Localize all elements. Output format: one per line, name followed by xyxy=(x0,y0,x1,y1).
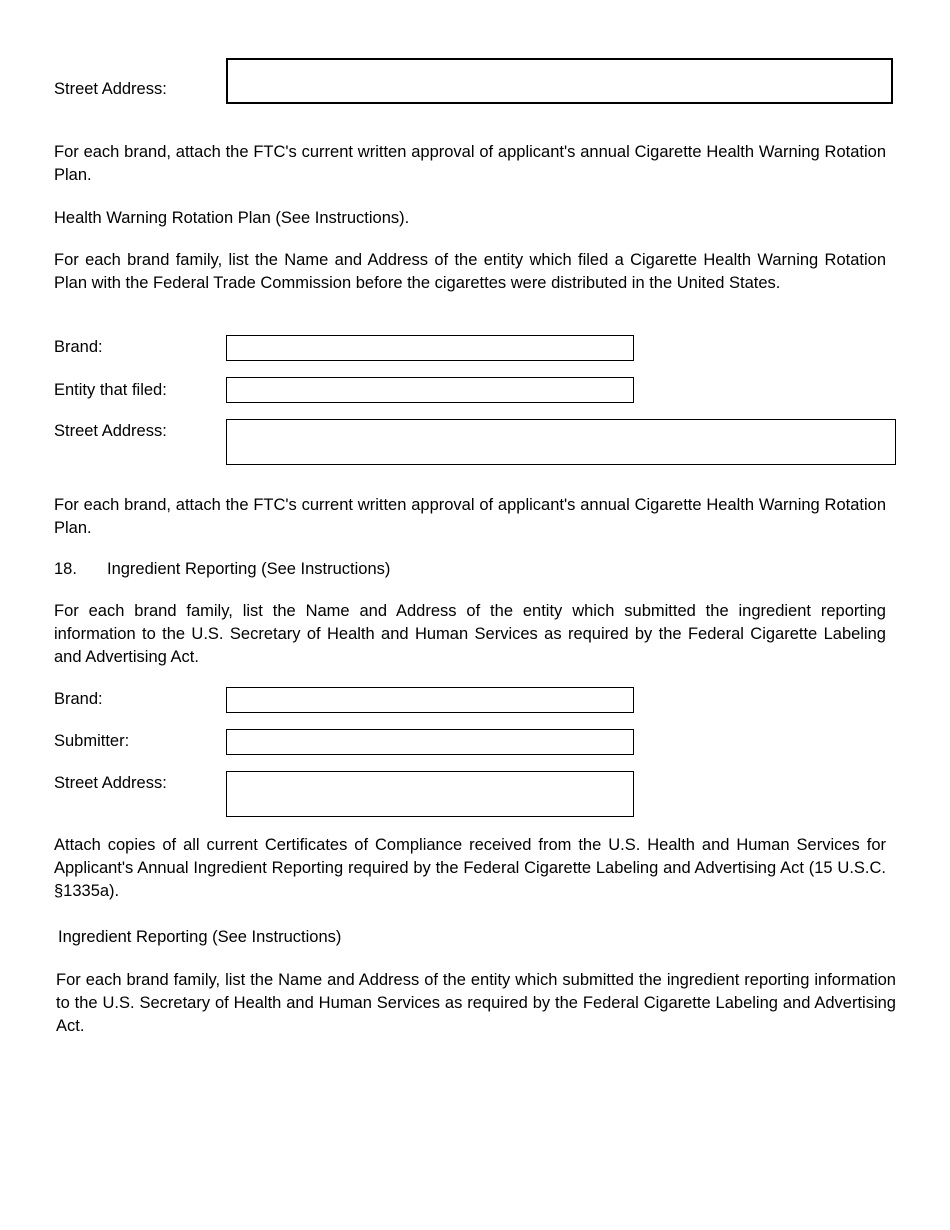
brand-field[interactable] xyxy=(226,335,634,361)
ftc-approval-note: For each brand, attach the FTC's current written approval of applicant's annual Cigarette Health Warning Rotation Plan. xyxy=(54,496,886,537)
submitter-field[interactable] xyxy=(226,729,634,755)
street-address-field[interactable] xyxy=(226,419,896,465)
ingredient-reporting-instructions: For each brand family, list the Name and Address of the entity which submitted the ingredient reporting information to the U.S. Secretary of Health and Human Services as required by the Federal Cigarette Labeling and Advertising Act. xyxy=(54,602,886,666)
ingredient-reporting-heading: Ingredient Reporting (See Instructions) xyxy=(107,560,391,578)
street-address-field[interactable] xyxy=(226,771,634,817)
health-warning-heading: Health Warning Rotation Plan (See Instructions). xyxy=(54,209,410,227)
ingredient-reporting-instructions: For each brand family, list the Name and Address of the entity which submitted the ingredient reporting information to the U.S. Secretary of Health and Human Services as required by the Federal Cigarette Labeling and Advertising Act. xyxy=(56,971,896,1035)
certificates-compliance-note: Attach copies of all current Certificates of Compliance received from the U.S. Health and Human Services for Applicant's Annual Ingredient Reporting required by the Federal Cigarette Labeling and Advertising Act (15 U.S.C. §1335a). xyxy=(54,836,886,900)
brand-label: Brand: xyxy=(54,338,103,356)
ingredient-reporting-heading: Ingredient Reporting (See Instructions) xyxy=(58,928,342,946)
entity-filed-field[interactable] xyxy=(226,377,634,403)
street-address-label: Street Address: xyxy=(54,80,167,98)
street-address-label: Street Address: xyxy=(54,422,167,440)
health-warning-instructions: For each brand family, list the Name and Address of the entity which filed a Cigarette Health Warning Rotation Plan with the Federal Trade Commission before the cigarettes were distributed in the United States. xyxy=(54,251,886,292)
entity-filed-label: Entity that filed: xyxy=(54,381,167,399)
ftc-approval-note: For each brand, attach the FTC's current written approval of applicant's annual Cigarette Health Warning Rotation Plan. xyxy=(54,143,886,184)
brand-label: Brand: xyxy=(54,690,103,708)
brand-field[interactable] xyxy=(226,687,634,713)
street-address-field[interactable] xyxy=(226,58,893,104)
section-number: 18. xyxy=(54,560,77,578)
submitter-label: Submitter: xyxy=(54,732,130,750)
street-address-label: Street Address: xyxy=(54,774,167,792)
